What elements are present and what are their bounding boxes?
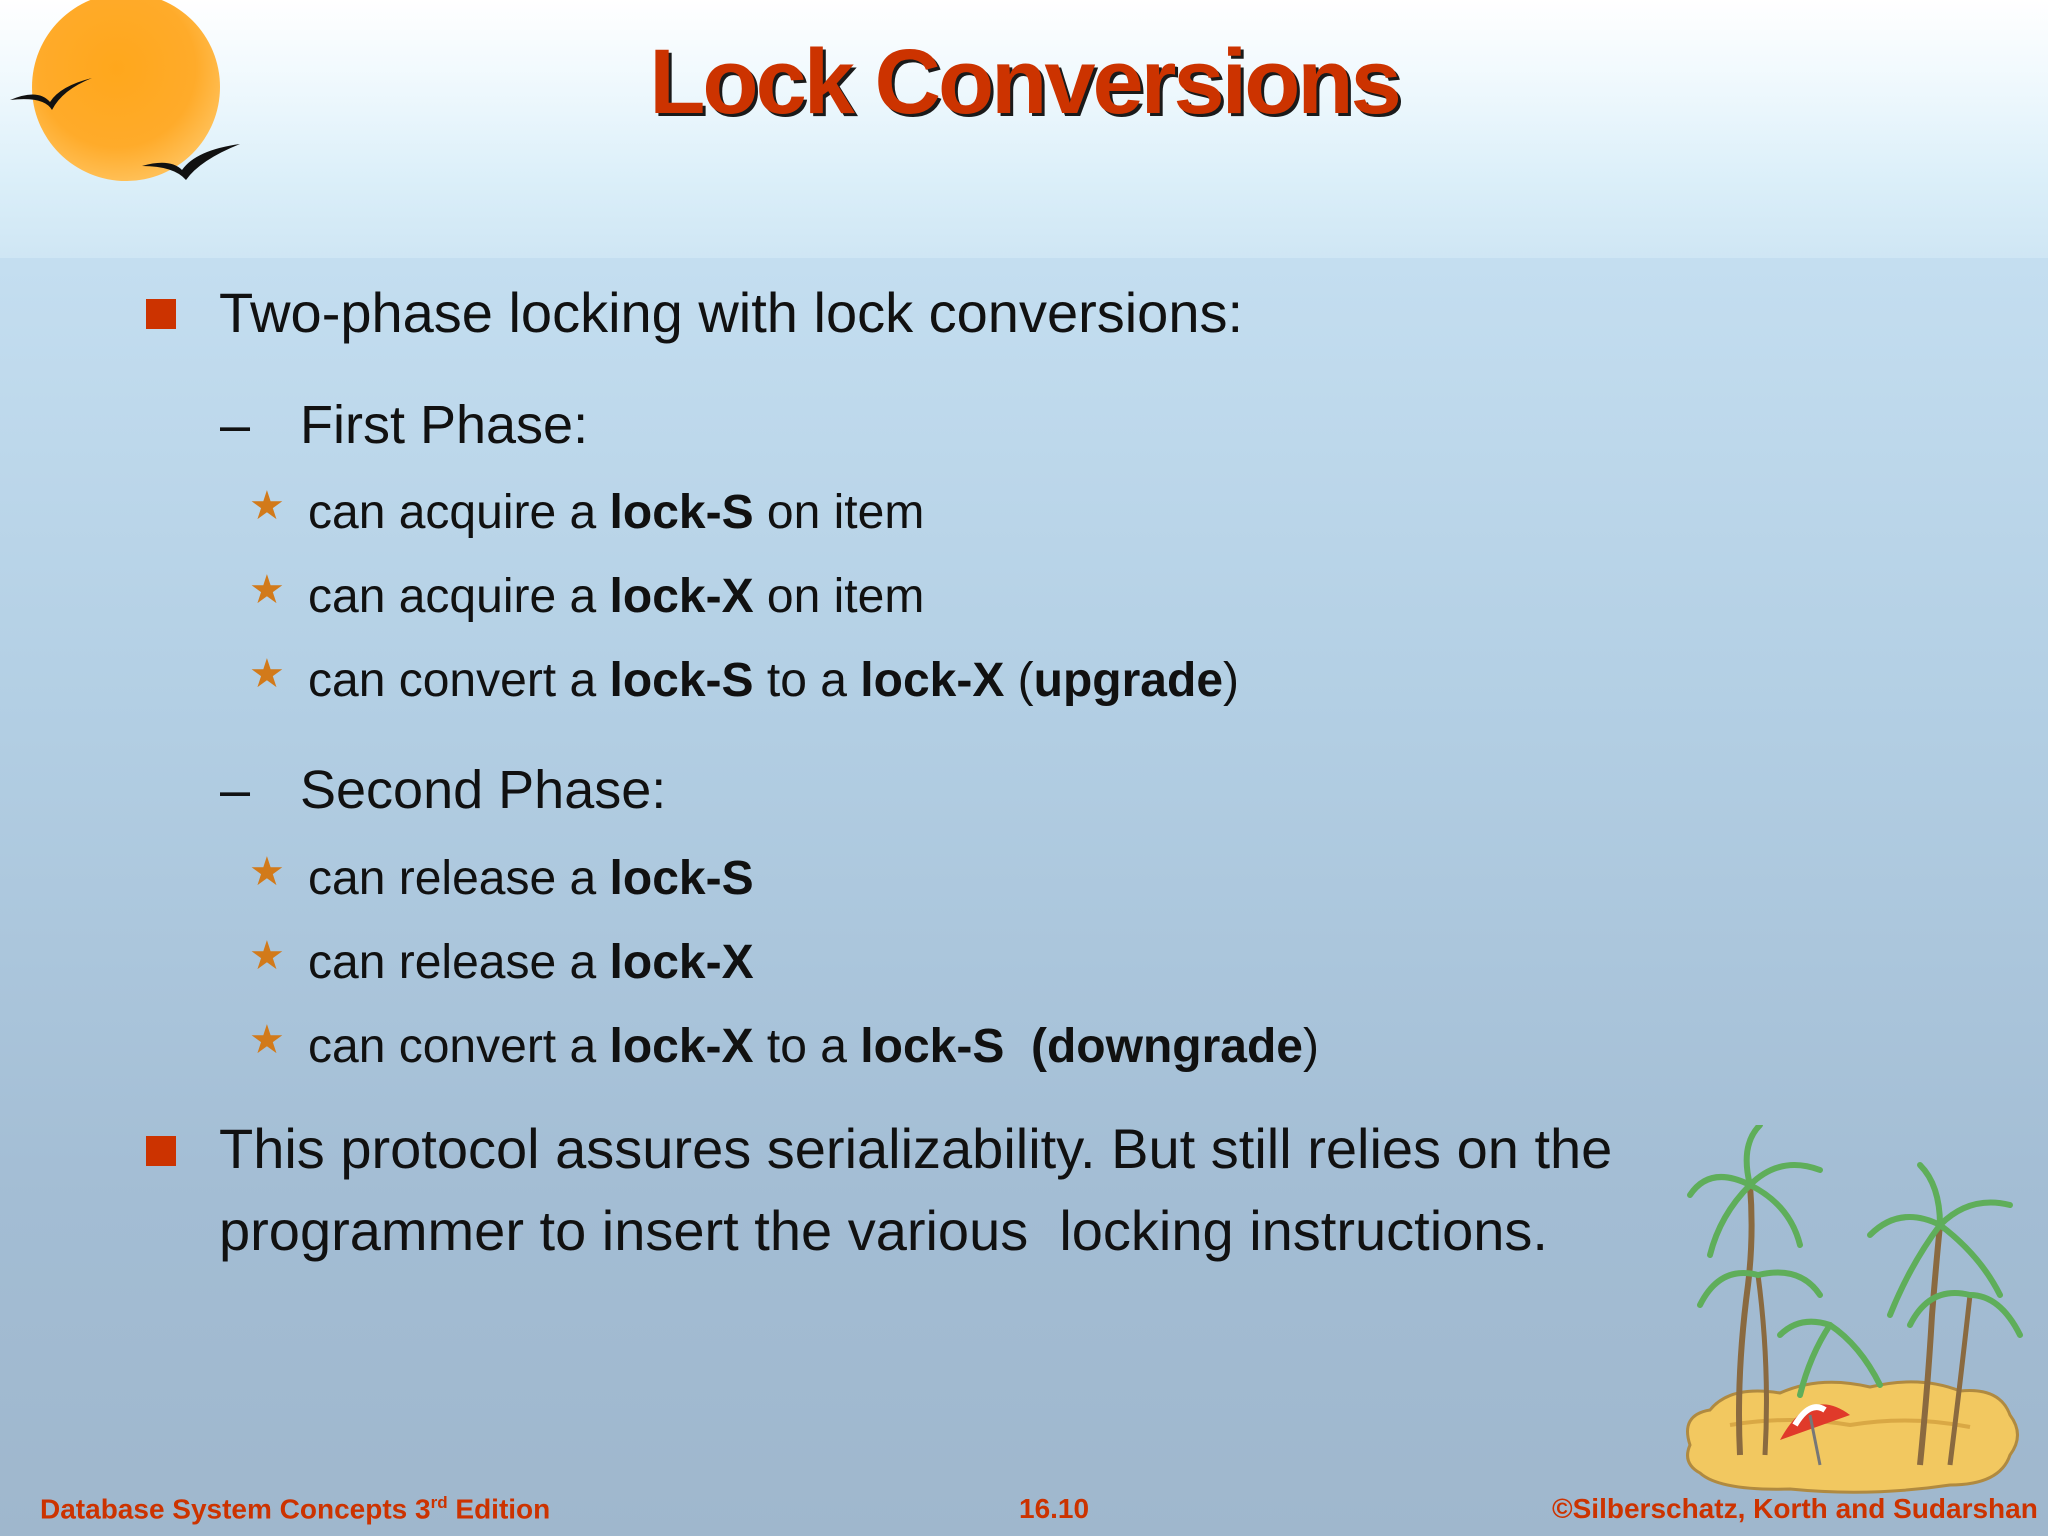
dash-marker: – <box>220 395 251 455</box>
footer-book-title: Database System Concepts 3rd Edition <box>40 1493 551 1525</box>
palm-island-icon <box>1670 1125 2030 1495</box>
first-phase-item-2: can acquire a lock-X on item <box>308 570 925 623</box>
star-icon: ★ <box>249 652 285 696</box>
dash-marker: – <box>220 760 251 820</box>
star-icon: ★ <box>249 1018 285 1062</box>
slide-title: Lock Conversions <box>649 31 1399 133</box>
second-phase-heading: Second Phase: <box>300 760 667 820</box>
star-icon: ★ <box>249 568 285 612</box>
footer-page-number: 16.10 <box>1019 1493 1090 1524</box>
bullet-2-text <box>219 1108 1612 1272</box>
second-phase-item-2: can release a lock-X <box>308 936 754 989</box>
star-icon: ★ <box>249 850 285 894</box>
bullet-square <box>146 299 176 329</box>
first-phase-item-1: can acquire a lock-S on item <box>308 486 925 539</box>
second-phase-item-1: can release a lock-S <box>308 852 754 905</box>
bullet-square <box>146 1136 176 1166</box>
star-icon: ★ <box>249 934 285 978</box>
footer-copyright: ©Silberschatz, Korth and Sudarshan <box>1552 1493 2038 1524</box>
bullet-1-text: Two-phase locking with lock conversions: <box>219 281 1244 344</box>
first-phase-heading: First Phase: <box>300 395 589 455</box>
star-icon: ★ <box>249 484 285 528</box>
bullet-2-line-1: This protocol assures serializability. But still relies on the <box>219 1117 1613 1180</box>
second-phase-item-3: can convert a lock-X to a lock-S (downgrade) <box>308 1020 1319 1073</box>
first-phase-item-3: can convert a lock-S to a lock-X (upgrade) <box>308 654 1239 707</box>
bullet-2-line-2: programmer to insert the various locking instructions. <box>219 1199 1548 1262</box>
